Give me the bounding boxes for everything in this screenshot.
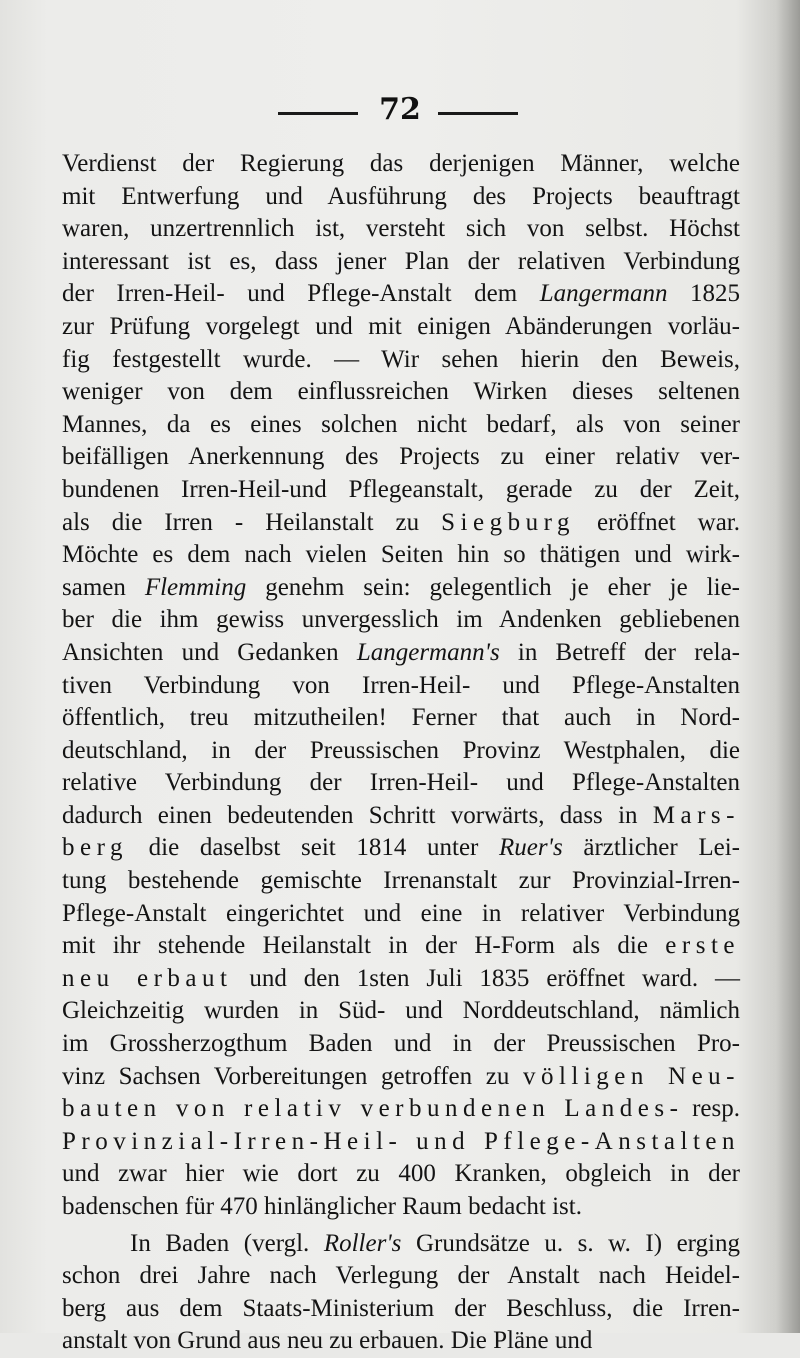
text-line [62, 1126, 740, 1159]
text-line [62, 181, 740, 214]
text-line [62, 995, 740, 1028]
text-line [62, 474, 740, 507]
text-run: zur Prüfung vorgelegt und mit einigen Abänderungen vorläu- [62, 312, 740, 340]
text-line [62, 246, 740, 279]
text-run: Gleichzeitig wurden in Süd- und Norddeutschland, nämlich [62, 997, 740, 1025]
text-line [62, 637, 740, 670]
text-run: bundenen Irren-Heil-und Pflegeanstalt, gerade zu der Zeit, [62, 475, 740, 503]
text-run: ärztlicher Lei- [562, 834, 741, 862]
text-line [62, 278, 740, 311]
italic-name: Ruer's [499, 834, 563, 862]
text-line [62, 376, 740, 409]
text-line [62, 1325, 740, 1358]
italic-name: Flemming [144, 573, 247, 601]
text-run: schon drei Jahre nach Verlegung der Anstalt nach Heidel- [62, 1262, 740, 1290]
text-run: resp. [683, 1095, 741, 1123]
text-run: mit ihr stehende Heilanstalt in der H-Form als die [62, 932, 666, 960]
body-text [62, 148, 740, 1358]
spaced-emphasis: bauten von relativ verbundenen Landes- [62, 1095, 684, 1123]
text-run: deutschland, in der Preussischen Provinz Westphalen, die [62, 736, 740, 764]
text-run: die daselbst seit 1814 unter [127, 834, 500, 862]
text-run: In Baden (vergl. [130, 1229, 324, 1257]
text-run: Grundsätze u. s. w. I) erging [401, 1229, 740, 1257]
text-run: waren, unzertrennlich ist, versteht sich von selbst. Höchst [62, 215, 740, 243]
page-header [0, 90, 800, 130]
text-run: Verdienst der Regierung das derjenigen Männer, welche [62, 150, 740, 177]
text-line [62, 1293, 740, 1326]
text-run: als die Irren - Heilanstalt zu [62, 508, 442, 536]
text-run: berg aus dem Staats-Ministerium der Beschluss, die Irren- [62, 1294, 740, 1322]
text-line [62, 1093, 740, 1126]
text-run: eröffnet war. [574, 508, 741, 536]
text-run: im Grossherzogthum Baden und in der Preussischen Pro- [62, 1030, 740, 1058]
text-line [62, 148, 740, 181]
text-line [62, 409, 740, 442]
text-run: weniger von dem einflussreichen Wirken dieses seltenen [62, 378, 740, 406]
text-line [62, 963, 740, 996]
text-line [62, 898, 740, 931]
spaced-emphasis: neu erbaut [62, 964, 233, 992]
text-line [62, 1158, 740, 1191]
text-line [62, 832, 740, 865]
text-run: tiven Verbindung von Irren-Heil- und Pflege-Anstalten [62, 671, 740, 699]
italic-name: Roller's [323, 1229, 402, 1257]
text-run: Ansichten und Gedanken [62, 638, 357, 666]
text-run: vinz Sachsen Vorbereitungen getroffen zu [62, 1062, 523, 1090]
text-line [62, 1061, 740, 1094]
text-line [62, 311, 740, 344]
text-line [62, 735, 740, 768]
text-run: genehm sein: gelegentlich je eher je lie- [246, 573, 740, 601]
text-line [62, 800, 740, 833]
spaced-emphasis: völligen Neu- [522, 1062, 740, 1090]
text-run: Pflege-Anstalt eingerichtet und eine in relativer Verbindung [62, 899, 740, 927]
header-rule-left [278, 112, 358, 115]
text-line [62, 1228, 740, 1261]
text-run: badenschen für 470 hinlänglicher Raum bedacht ist. [62, 1193, 582, 1220]
text-run: 1825 [667, 280, 741, 308]
text-line [62, 930, 740, 963]
text-line [62, 507, 740, 540]
header-rule-right [438, 112, 518, 115]
text-line [62, 702, 740, 735]
italic-name: Langermann [539, 280, 668, 308]
spaced-emphasis: erste [665, 932, 740, 960]
text-run: ber die ihm gewiss unvergesslich im Andenken gebliebenen [62, 606, 740, 634]
text-line [62, 213, 740, 246]
text-line [62, 865, 740, 898]
text-run: relative Verbindung der Irren-Heil- und Pflege-Anstalten [62, 769, 740, 797]
text-run: mit Entwerfung und Ausführung des Projects beauftragt [62, 182, 740, 210]
text-run: in Betreff der rela- [499, 638, 740, 666]
text-line [62, 670, 740, 703]
text-run: beifälligen Anerkennung des Projects zu einer relativ ver- [62, 443, 740, 471]
text-line [62, 539, 740, 572]
page-number: 72 [379, 92, 421, 127]
spaced-emphasis: Mars- [652, 801, 740, 829]
text-line [62, 1191, 740, 1224]
text-line [62, 441, 740, 474]
spaced-emphasis: berg [62, 834, 128, 862]
text-line [62, 344, 740, 377]
text-run: anstalt von Grund aus neu zu erbauen. Die Pläne und [62, 1327, 593, 1355]
text-run: öffentlich, treu mitzutheilen! Ferner that auch in Nord- [62, 704, 740, 732]
text-line [62, 572, 740, 605]
text-run: der Irren-Heil- und Pflege-Anstalt dem [62, 280, 540, 308]
text-line [62, 1028, 740, 1061]
text-run: Mannes, da es eines solchen nicht bedarf, als von seiner [62, 410, 740, 438]
text-run: und den 1sten Juli 1835 eröffnet ward. — [232, 964, 740, 992]
spaced-emphasis: Provinzial-Irren-Heil- und Pflege-Anstalten [62, 1127, 740, 1155]
text-run: tung bestehende gemischte Irrenanstalt zur Provinzial-Irren- [62, 867, 740, 895]
text-run: samen [62, 573, 145, 601]
text-run: und zwar hier wie dort zu 400 Kranken, obgleich in der [62, 1160, 740, 1188]
text-line [62, 767, 740, 800]
spaced-emphasis: Siegburg [441, 508, 575, 536]
text-run: interessant ist es, dass jener Plan der relativen Verbindung [62, 247, 740, 275]
text-line [62, 604, 740, 637]
text-run: dadurch einen bedeutenden Schritt vorwärts, dass in [62, 801, 653, 829]
text-run: Möchte es dem nach vielen Seiten hin so thätigen und wirk- [62, 541, 740, 569]
text-line [62, 1260, 740, 1293]
italic-name: Langermann's [356, 638, 500, 666]
text-run: fig festgestellt wurde. — Wir sehen hierin den Beweis, [62, 345, 740, 373]
